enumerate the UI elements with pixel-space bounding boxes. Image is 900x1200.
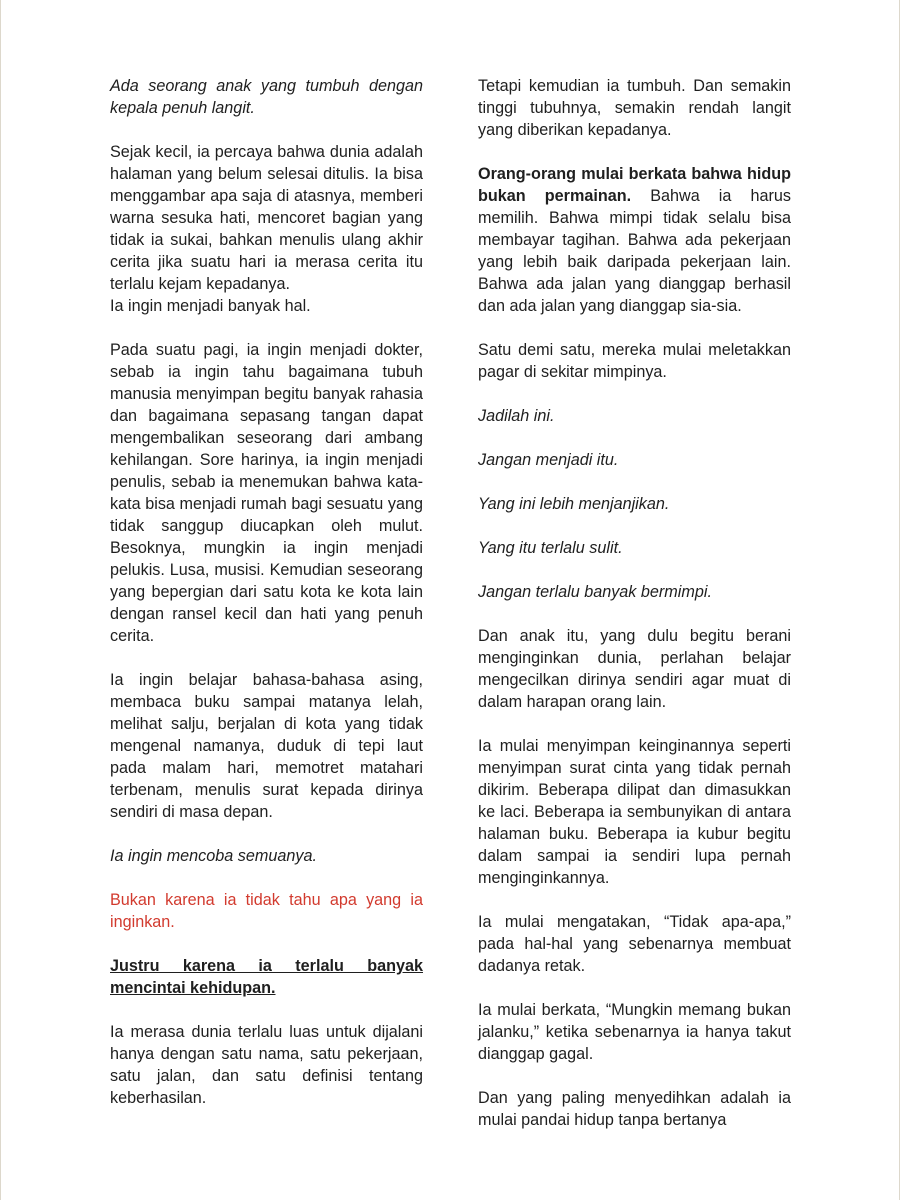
paragraph: Ia mulai mengatakan, “Tidak apa-apa,” pada hal-hal yang sebenarnya membuat dadanya retak. — [478, 913, 791, 975]
bold-phrase: Orang-orang mulai berkata bahwa hidup bukan permainan. — [478, 165, 791, 205]
italic-line: Jangan terlalu banyak bermimpi. — [478, 583, 712, 601]
paragraph — [478, 163, 791, 317]
paragraph: Ia ingin menjadi banyak hal. — [110, 297, 311, 315]
italic-line: Yang itu terlalu sulit. — [478, 539, 623, 557]
paragraph: Ia merasa dunia terlalu luas untuk dijalani hanya dengan satu nama, satu pekerjaan, satu jalan, dan satu definisi tentang keberhasilan. — [110, 1023, 423, 1107]
highlighted-red-line: Bukan karena ia tidak tahu apa yang ia inginkan. — [110, 891, 423, 931]
paragraph: Ia mulai menyimpan keinginannya seperti menyimpan surat cinta yang tidak pernah dikirim. Beberapa dilipat dan dimasukkan ke laci. Beberapa ia sembunyikan di antara halaman buku. Beberapa ia kubur begitu dalam sampai ia sendiri lupa pernah menginginkannya. — [478, 737, 791, 887]
italic-line: Ia ingin mencoba semuanya. — [110, 847, 317, 865]
paragraph: Tetapi kemudian ia tumbuh. Dan semakin tinggi tubuhnya, semakin rendah langit yang diberikan kepadanya. — [478, 77, 791, 139]
paragraph: Satu demi satu, mereka mulai meletakkan pagar di sekitar mimpinya. — [478, 341, 791, 381]
paragraph: Pada suatu pagi, ia ingin menjadi dokter, sebab ia ingin tahu bagaimana tubuh manusia menyimpan begitu banyak rahasia dan bagaimana sepasang tangan dapat mengembalikan seseorang dari ambang kehilangan. Sore harinya, ia ingin menjadi penulis, sebab ia menemukan bahwa kata-kata bisa menjadi rumah bagi sesuatu yang tidak sanggup diucapkan oleh mulut. Besoknya, mungkin ia ingin menjadi pelukis. Lusa, musisi. Kemudian seseorang yang bepergian dari satu kota ke kota lain dengan ransel kecil dan hati yang penuh cerita. — [110, 341, 423, 645]
bold-underlined-line: Justru karena ia terlalu banyak mencintai kehidupan. — [110, 957, 423, 997]
paragraph: Ia mulai berkata, “Mungkin memang bukan jalanku,” ketika sebenarnya ia hanya takut dianggap gagal. — [478, 1001, 791, 1063]
paragraph: Sejak kecil, ia percaya bahwa dunia adalah halaman yang belum selesai ditulis. Ia bisa menggambar apa saja di atasnya, memberi warna sesuka hati, mencoret bagian yang tidak ia sukai, bahkan menulis ulang akhir cerita jika suatu hari ia merasa cerita itu terlalu kejam kepadanya. — [110, 143, 423, 293]
paragraph: Dan yang paling menyedihkan adalah ia mulai pandai hidup tanpa bertanya — [478, 1089, 791, 1129]
opening-line: Ada seorang anak yang tumbuh dengan kepala penuh langit. — [110, 77, 423, 117]
italic-line: Jangan menjadi itu. — [478, 451, 619, 469]
right-column — [478, 75, 791, 1153]
paragraph-rest: Bahwa ia harus memilih. Bahwa mimpi tidak selalu bisa membayar tagihan. Bahwa ada pekerjaan yang lebih baik daripada pekerjaan lain. Bahwa ada jalan yang dianggap berhasil dan ada jalan yang dianggap sia-sia. — [478, 187, 791, 315]
paragraph: Ia ingin belajar bahasa-bahasa asing, membaca buku sampai matanya lelah, melihat salju, berjalan di kota yang tidak mengenal namanya, duduk di tepi laut pada malam hari, memotret matahari terbenam, menulis surat kepada dirinya sendiri di masa depan. — [110, 671, 423, 821]
left-column — [110, 75, 423, 1131]
paragraph: Dan anak itu, yang dulu begitu berani menginginkan dunia, perlahan belajar mengecilkan dirinya sendiri agar muat di dalam harapan orang lain. — [478, 627, 791, 711]
italic-line: Yang ini lebih menjanjikan. — [478, 495, 670, 513]
italic-line: Jadilah ini. — [478, 407, 555, 425]
